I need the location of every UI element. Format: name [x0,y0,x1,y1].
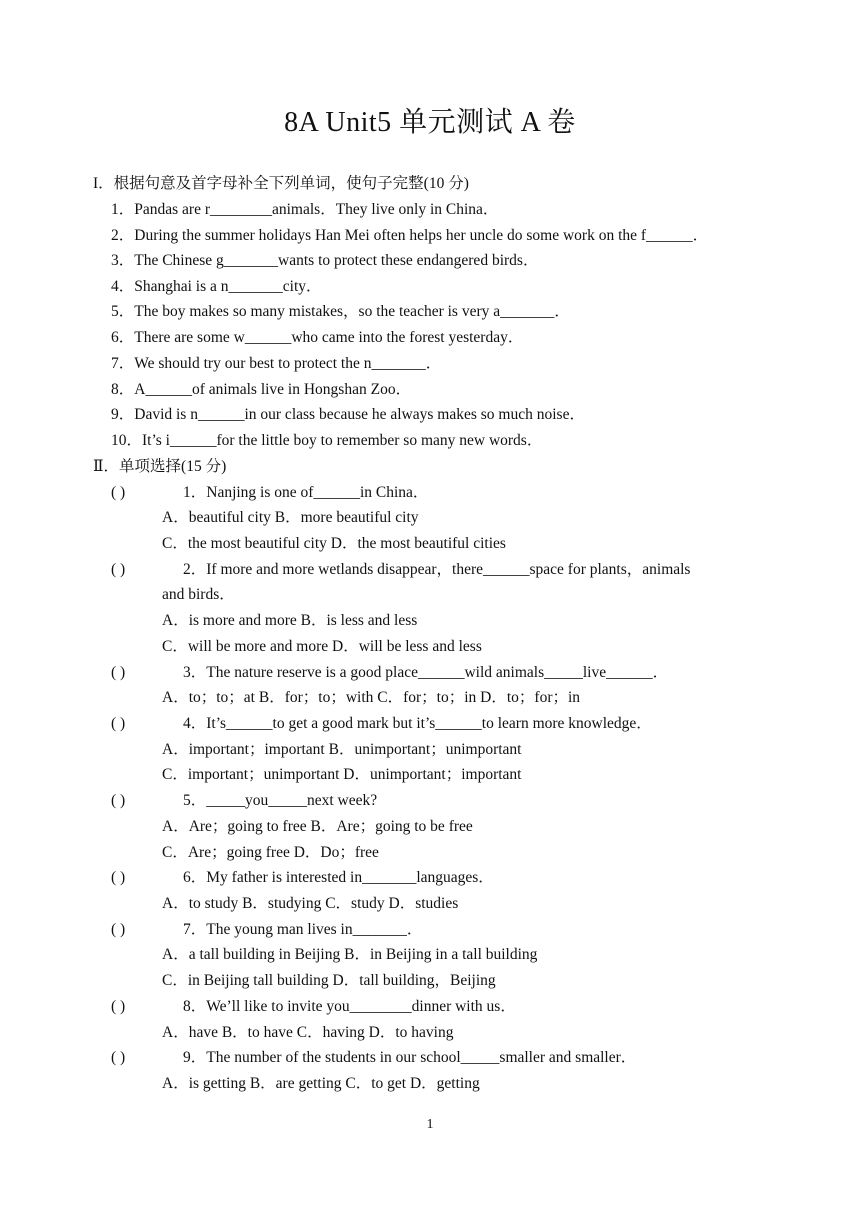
options-line: A．to；to；at B．for；to；with C．for；to；in D．to；for；in [162,689,581,706]
choice-question-5 [111,791,377,811]
options-line: C．in Beijing tall building D．tall building，Beijing [162,972,496,989]
choice-question-1 [111,483,428,503]
choice-question-3 [111,663,668,683]
choice-question-9 [111,1048,636,1068]
options-line: A．have B．to have C．having D．to having [162,1024,454,1041]
choice-question-8 [111,997,516,1017]
fill-item-6: 6．There are some w______who came into the forest yesterday． [111,329,524,346]
options-line: A．is getting B．are getting C．to get D．getting [162,1075,480,1092]
answer-bracket: ( ) [111,561,126,578]
answer-bracket: ( ) [111,998,126,1015]
fill-item-3: 3．The Chinese g_______wants to protect these endangered birds． [111,252,539,269]
options-line: A．Are；going to free B．Are；going to be free [162,818,473,835]
choice-question-2 [111,560,690,580]
question-stem: 8．We’ll like to invite you________dinner with us． [183,998,516,1015]
question-stem: 2．If more and more wetlands disappear，there______space for plants，animals [183,561,691,578]
answer-bracket: ( ) [111,1049,126,1066]
fill-item-5: 5．The boy makes so many mistakes，so the teacher is very a_______． [111,303,570,320]
answer-bracket: ( ) [111,484,126,501]
answer-bracket: ( ) [111,715,126,732]
fill-item-4: 4．Shanghai is a n_______city． [111,278,322,295]
question-stem: 9．The number of the students in our school_____smaller and smaller． [183,1049,637,1066]
fill-item-1: 1．Pandas are r________animals．They live only in China． [111,201,499,218]
question-stem: 4．It’s______to get a good mark but it’s______to learn more knowledge． [183,715,652,732]
options-line: A．beautiful city B．more beautiful city [162,509,419,526]
choice-question-7 [111,920,422,940]
question-stem: 6．My father is interested in_______languages． [183,869,494,886]
choice-question-6 [111,868,494,888]
page-number: 1 [426,1117,434,1132]
question-stem-continued: and birds． [162,586,235,603]
section-2-heading: Ⅱ．单项选择(15 分) [93,458,227,475]
page-title: 8A Unit5 单元测试 A 卷 [284,107,576,138]
options-line: A．is more and more B．is less and less [162,612,418,629]
options-line: A．a tall building in Beijing B．in Beijing in a tall building [162,946,538,963]
answer-bracket: ( ) [111,792,126,809]
fill-item-2: 2．During the summer holidays Han Mei often helps her uncle do some work on the f______． [111,227,709,244]
answer-bracket: ( ) [111,921,126,938]
question-stem: 1．Nanjing is one of______in China． [183,484,429,501]
options-line: A．to study B．studying C．study D．studies [162,895,459,912]
section-1-heading: I．根据句意及首字母补全下列单词，使句子完整(10 分) [93,175,469,192]
fill-item-10: 10．It’s i______for the little boy to remember so many new words． [111,432,543,449]
answer-bracket: ( ) [111,869,126,886]
question-stem: 5．_____you_____next week? [183,792,378,809]
options-line: A．important；important B．unimportant；unimportant [162,741,522,758]
fill-item-9: 9．David is n______in our class because he always makes so much noise． [111,406,585,423]
options-line: C．will be more and more D．will be less and less [162,638,482,655]
choice-question-4 [111,714,652,734]
fill-item-7: 7．We should try our best to protect the n_______． [111,355,442,372]
options-line: C．important；unimportant D．unimportant；important [162,766,522,783]
options-line: C．the most beautiful city D．the most beautiful cities [162,535,506,552]
options-line: C．Are；going free D．Do；free [162,844,379,861]
question-stem: 7．The young man lives in_______． [183,921,423,938]
question-stem: 3．The nature reserve is a good place______wild animals_____live______． [183,664,669,681]
answer-bracket: ( ) [111,664,126,681]
fill-item-8: 8．A______of animals live in Hongshan Zoo． [111,381,412,398]
